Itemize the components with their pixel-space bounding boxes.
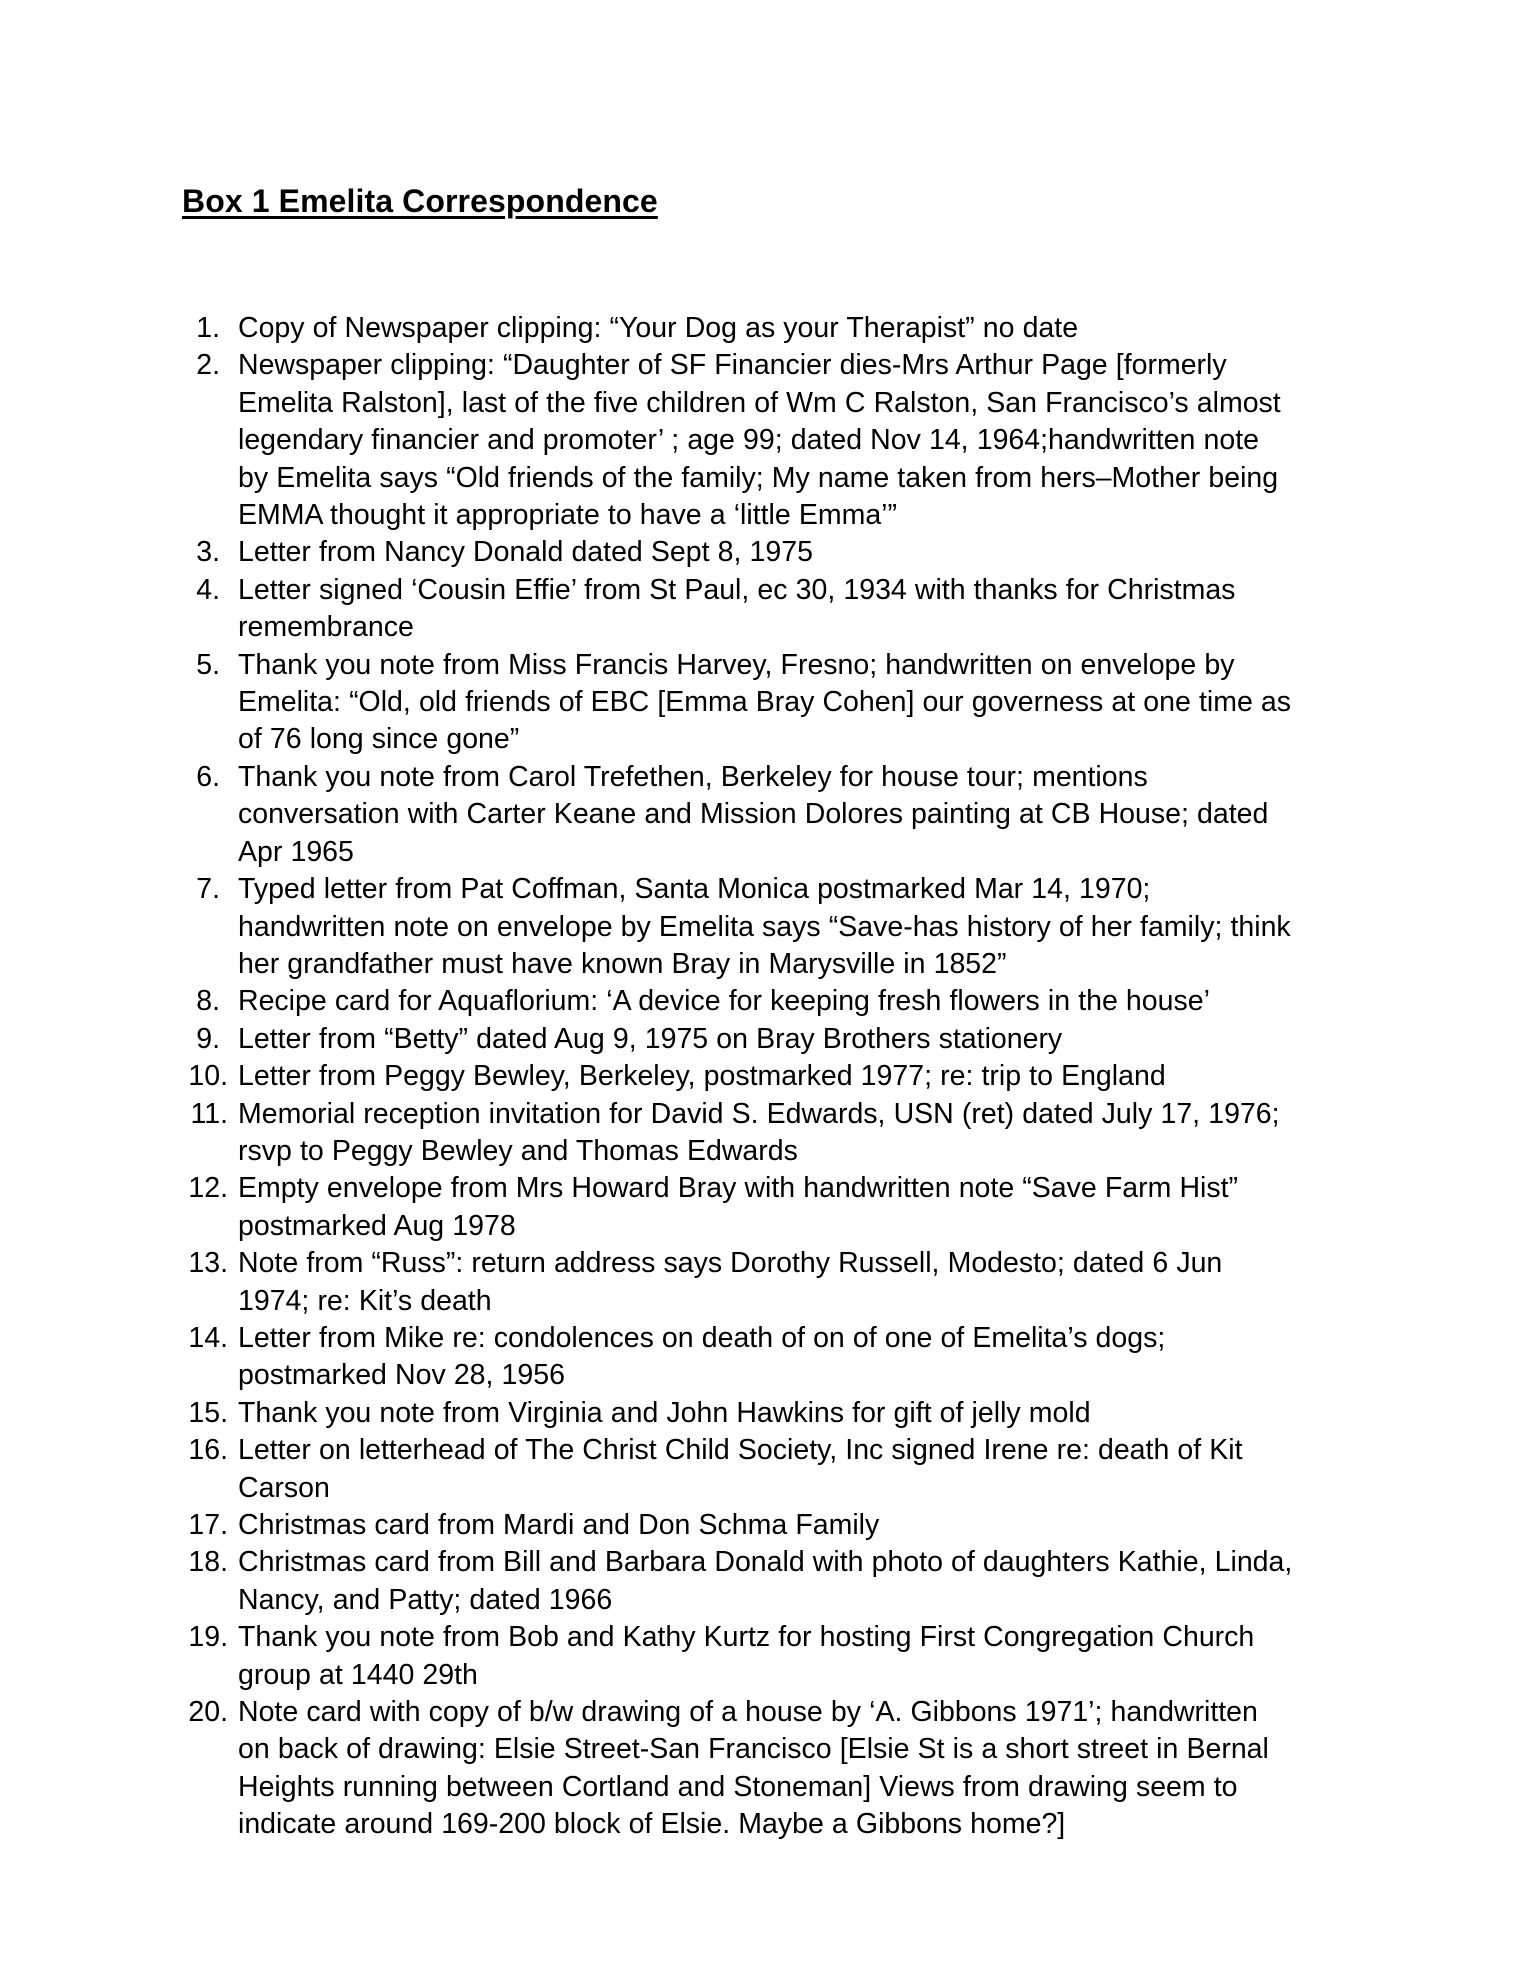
list-item-text: Thank you note from Virginia and John Hawkins for gift of jelly mold bbox=[238, 1396, 1091, 1429]
list-item-text: Christmas card from Mardi and Don Schma Family bbox=[238, 1509, 880, 1541]
list-item-number: 9. bbox=[196, 1022, 220, 1055]
list-item bbox=[176, 759, 1296, 871]
numbered-list bbox=[176, 310, 1296, 1844]
correspondence-list bbox=[176, 310, 1296, 1844]
list-item-number: 19. bbox=[188, 1621, 228, 1654]
list-item-text: Letter on letterhead of The Christ Child Society, Inc signed Irene re: death of Kit Carson bbox=[238, 1434, 1243, 1504]
list-item bbox=[176, 310, 1296, 347]
list-item bbox=[176, 1694, 1296, 1844]
list-item-text: Typed letter from Pat Coffman, Santa Monica postmarked Mar 14, 1970; handwritten note on envelope by Emelita says “Save-has history of her family; think her grandfather must have known Bray in Marysville in 1852” bbox=[238, 873, 1291, 980]
list-item-text: Letter from Peggy Bewley, Berkeley, postmarked 1977; re: trip to England bbox=[238, 1060, 1166, 1093]
list-item bbox=[176, 1058, 1296, 1095]
list-item-number: 10. bbox=[188, 1060, 228, 1093]
list-item bbox=[176, 347, 1296, 534]
list-item-text: Thank you note from Bob and Kathy Kurtz for hosting First Congregation Church group at 1440 29th bbox=[238, 1621, 1255, 1691]
list-item-text: Letter from Nancy Donald dated Sept 8, 1975 bbox=[238, 536, 813, 569]
list-item-number: 15. bbox=[188, 1396, 228, 1429]
page-title: Box 1 Emelita Correspondence bbox=[182, 183, 658, 220]
list-item bbox=[176, 871, 1296, 983]
list-item bbox=[176, 1507, 1296, 1544]
list-item-number: 16. bbox=[188, 1434, 228, 1467]
list-item-number: 1. bbox=[196, 312, 220, 344]
list-item bbox=[176, 572, 1296, 647]
list-item-number: 2. bbox=[196, 349, 220, 382]
list-item-text: Note card with copy of b/w drawing of a house by ‘A. Gibbons 1971’; handwritten on back of drawing: Elsie Street-San Francisco [Elsie St is a short street in Bernal Heights running between Cortland and Stoneman] Views from drawing seem to indicate around 169-200 block of Elsie. Maybe a Gibbons home?] bbox=[238, 1696, 1269, 1841]
list-item bbox=[176, 1395, 1296, 1432]
list-item-number: 17. bbox=[188, 1509, 228, 1541]
list-item bbox=[176, 1021, 1296, 1058]
list-item-number: 20. bbox=[188, 1696, 228, 1729]
list-item-number: 3. bbox=[196, 536, 220, 569]
list-item-number: 8. bbox=[196, 985, 220, 1018]
list-item bbox=[176, 647, 1296, 759]
list-item-text: Letter from Mike re: condolences on death of on of one of Emelita’s dogs; postmarked Nov 28, 1956 bbox=[238, 1321, 1166, 1392]
list-item-number: 13. bbox=[188, 1247, 228, 1280]
list-item bbox=[176, 1245, 1296, 1320]
list-item-text: Empty envelope from Mrs Howard Bray with handwritten note “Save Farm Hist” postmarked Aug 1978 bbox=[238, 1172, 1239, 1242]
list-item bbox=[176, 1544, 1296, 1619]
list-item bbox=[176, 1619, 1296, 1694]
list-item-number: 6. bbox=[196, 760, 220, 793]
list-item-text: Copy of Newspaper clipping: “Your Dog as your Therapist” no date bbox=[238, 312, 1079, 344]
list-item-number: 12. bbox=[188, 1172, 228, 1205]
list-item-text: Newspaper clipping: “Daughter of SF Financier dies-Mrs Arthur Page [formerly Emelita Ralston], last of the five children of Wm C Ralston, San Francisco’s almost legendary financier and promoter’ ; age 99; dated Nov 14, 1964;handwritten note by Emelita says “Old friends of the family; My name taken from hers–Mother being EMMA thought it appropriate to have a ‘little Emma’” bbox=[238, 349, 1281, 532]
list-item-number: 5. bbox=[196, 648, 220, 681]
list-item-number: 4. bbox=[196, 573, 220, 606]
list-item-text: Note from “Russ”: return address says Dorothy Russell, Modesto; dated 6 Jun 1974; re: Kit’s death bbox=[238, 1247, 1223, 1317]
list-item bbox=[176, 1320, 1296, 1395]
list-item-text: Letter signed ‘Cousin Effie’ from St Paul, ec 30, 1934 with thanks for Christmas remembrance bbox=[238, 573, 1236, 644]
list-item-text: Letter from “Betty” dated Aug 9, 1975 on Bray Brothers stationery bbox=[238, 1022, 1063, 1055]
list-item-text: Christmas card from Bill and Barbara Donald with photo of daughters Kathie, Linda, Nancy, and Patty; dated 1966 bbox=[238, 1546, 1293, 1616]
list-item-number: 14. bbox=[188, 1321, 228, 1354]
list-item bbox=[176, 534, 1296, 571]
list-item bbox=[176, 983, 1296, 1020]
list-item-number: 7. bbox=[196, 873, 220, 906]
list-item-text: Thank you note from Carol Trefethen, Berkeley for house tour; mentions conversation with Carter Keane and Mission Dolores painting at CB House; dated Apr 1965 bbox=[238, 760, 1269, 868]
list-item bbox=[176, 1096, 1296, 1171]
list-item-text: Memorial reception invitation for David S. Edwards, USN (ret) dated July 17, 1976; rsvp to Peggy Bewley and Thomas Edwards bbox=[238, 1097, 1280, 1167]
list-item bbox=[176, 1170, 1296, 1245]
list-item-number: 11. bbox=[190, 1097, 228, 1130]
list-item bbox=[176, 1432, 1296, 1507]
list-item-text: Thank you note from Miss Francis Harvey, Fresno; handwritten on envelope by Emelita: “Old, old friends of EBC [Emma Bray Cohen] our governess at one time as of 76 long since gone” bbox=[238, 648, 1292, 756]
list-item-text: Recipe card for Aquaflorium: ‘A device for keeping fresh flowers in the house’ bbox=[238, 985, 1210, 1018]
list-item-number: 18. bbox=[188, 1546, 228, 1579]
